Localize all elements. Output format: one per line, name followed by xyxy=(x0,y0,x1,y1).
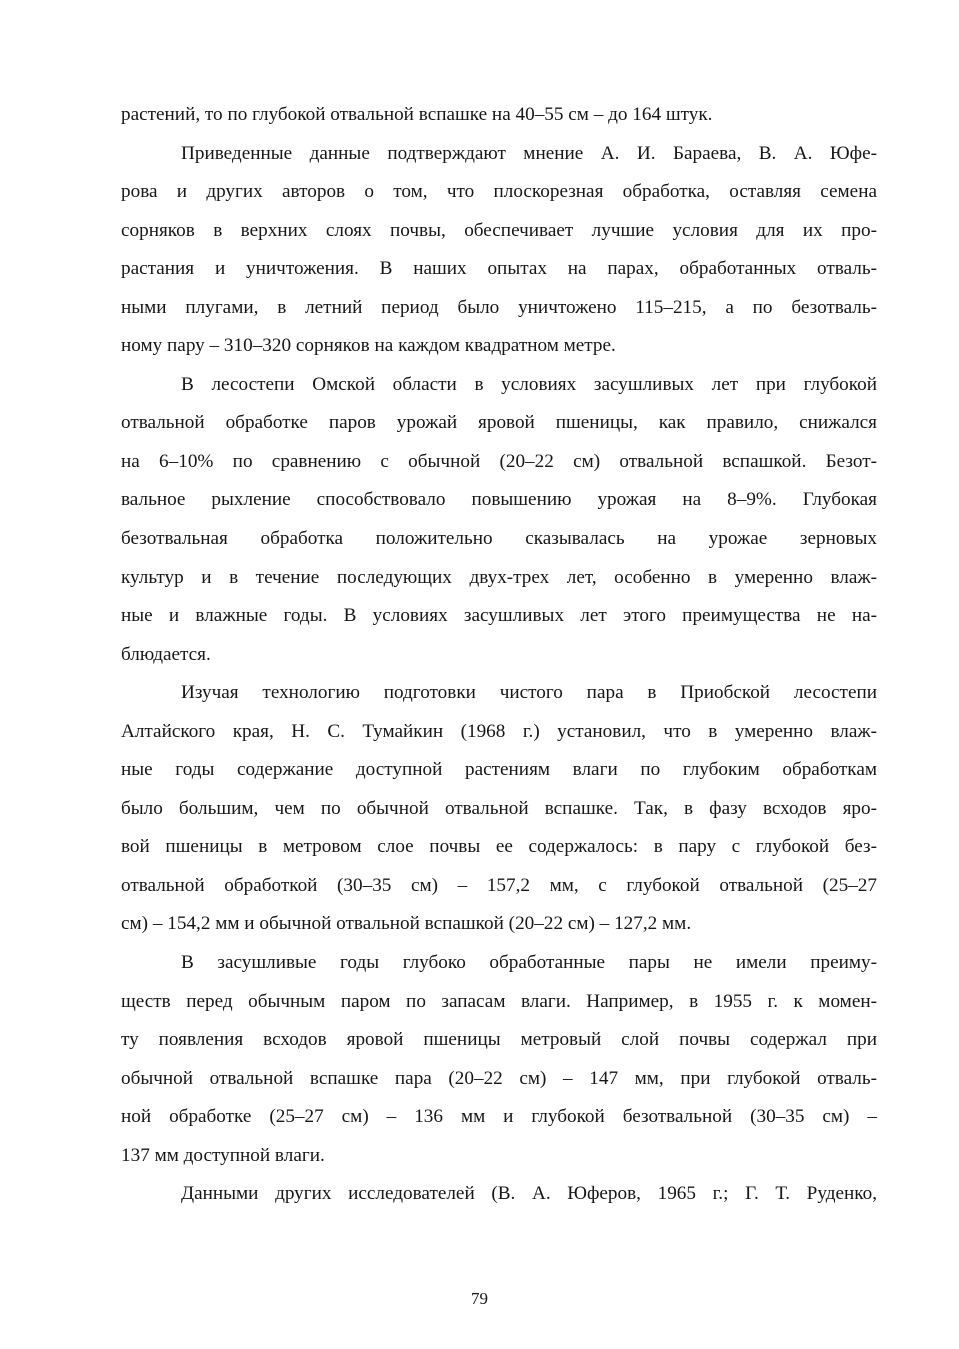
text-line: ные и влажные годы. В условиях засушливых лет этого преимущества не на- xyxy=(121,605,877,627)
text-line: растений, то по глубокой отвальной вспашке на 40–55 см – до 164 штук. xyxy=(121,104,713,125)
text-line: ту появления всходов яровой пшеницы метровый слой почвы содержал при xyxy=(121,1029,877,1051)
text-line: отвальной обработкой (30–35 см) – 157,2 мм, с глубокой отвальной (25–27 xyxy=(121,874,877,896)
paragraph-first-line: В засушливые годы глубоко обработанные пары не имели преиму- xyxy=(181,952,877,974)
page-number: 79 xyxy=(471,1289,488,1308)
text-line: обычной отвальной вспашке пара (20–22 см) – 147 мм, при глубокой отваль- xyxy=(121,1067,877,1089)
body-text xyxy=(121,96,877,1214)
text-line: культур и в течение последующих двух-трех лет, особенно в умеренно влаж- xyxy=(121,566,877,588)
text-line: Алтайского края, Н. С. Тумайкин (1968 г.) установил, что в умеренно влаж- xyxy=(121,720,877,742)
text-line: ществ перед обычным паром по запасам влаги. Например, в 1955 г. к момен- xyxy=(121,990,877,1012)
text-line: рова и других авторов о том, что плоскорезная обработка, оставляя семена xyxy=(121,181,877,203)
text-line: вальное рыхление способствовало повышению урожая на 8–9%. Глубокая xyxy=(121,489,877,511)
text-line: безотвальная обработка положительно сказывалась на урожае зерновых xyxy=(121,528,877,550)
text-line: сорняков в верхних слоях почвы, обеспечивает лучшие условия для их про- xyxy=(121,219,877,241)
text-line: на 6–10% по сравнению с обычной (20–22 см) отвальной вспашкой. Безот- xyxy=(121,450,877,472)
paragraph-first-line: Данными других исследователей (В. А. Юферов, 1965 г.; Г. Т. Руденко, xyxy=(181,1183,877,1205)
paragraph-first-line: Приведенные данные подтверждают мнение А. И. Бараева, В. А. Юфе- xyxy=(181,142,877,164)
text-line: ными плугами, в летний период было уничтожено 115–215, а по безотваль- xyxy=(121,296,877,318)
text-line: ной обработке (25–27 см) – 136 мм и глубокой безотвальной (30–35 см) – xyxy=(121,1106,877,1128)
text-line: см) – 154,2 мм и обычной отвальной вспашкой (20–22 см) – 127,2 мм. xyxy=(121,913,692,935)
text-line: ному пару – 310–320 сорняков на каждом квадратном метре. xyxy=(121,335,616,357)
text-line: было большим, чем по обычной отвальной вспашке. Так, в фазу всходов яро- xyxy=(121,797,877,819)
text-line: блюдается. xyxy=(121,643,211,665)
text-line: 137 мм доступной влаги. xyxy=(121,1144,325,1166)
text-line: отвальной обработке паров урожай яровой пшеницы, как правило, снижался xyxy=(121,412,877,434)
text-line: растания и уничтожения. В наших опытах на парах, обработанных отваль- xyxy=(121,258,877,280)
text-line: ные годы содержание доступной растениям влаги по глубоким обработкам xyxy=(121,759,877,781)
paragraph-first-line: В лесостепи Омской области в условиях засушливых лет при глубокой xyxy=(181,373,877,395)
text-line: вой пшеницы в метровом слое почвы ее содержалось: в пару с глубокой без- xyxy=(121,836,877,858)
paragraph-first-line: Изучая технологию подготовки чистого пара в Приобской лесостепи xyxy=(181,682,877,704)
